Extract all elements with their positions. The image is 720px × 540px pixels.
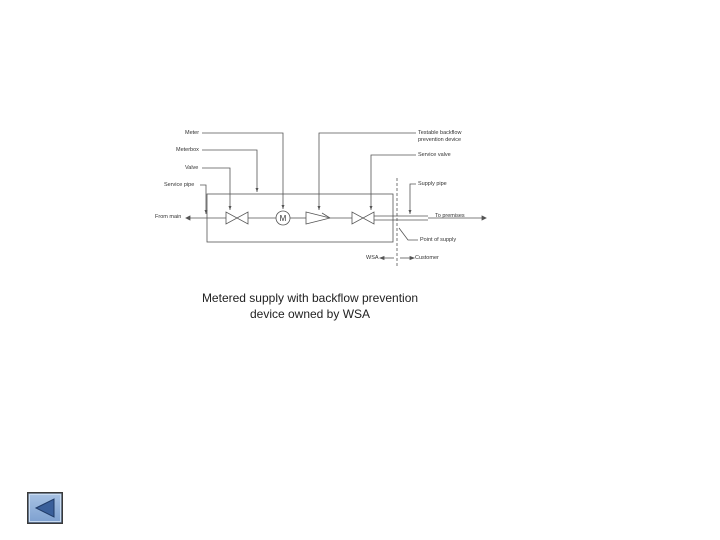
meter-letter: M [279,214,287,223]
leader-point-of-supply [399,228,418,240]
caption-line-1: Metered supply with backflow prevention [201,291,419,305]
leader-meterbox-head [256,188,259,192]
leader-supply-pipe-head [409,210,412,214]
leader-meter-head [282,205,285,209]
service-valve-symbol [352,212,374,224]
label-prevention-device: prevention device [418,137,462,143]
back-button[interactable] [27,492,63,524]
arrow-from-main [186,216,190,220]
label-wsa: WSA [366,255,379,261]
leader-valve-head [229,206,232,210]
label-from-main: From main [155,214,182,220]
arrow-to-premises [482,216,486,220]
label-testable-backflow: Testable backflow [418,130,462,136]
label-service-valve: Service valve [418,152,451,158]
leader-service-valve [371,155,416,210]
arrow-customer-head [410,257,414,260]
label-customer: Customer [415,255,439,261]
label-valve: Valve [185,165,199,171]
leader-supply-pipe [410,184,416,214]
leader-meterbox [202,150,257,192]
leader-meter [202,133,283,209]
label-supply-pipe: Supply pipe [418,181,447,187]
backflow-device-symbol [306,212,330,224]
label-service-pipe: Service pipe [164,182,195,188]
label-to-premises: To premises [435,213,465,219]
leader-testable-backflow-head [318,206,321,210]
caption-line-2: device owned by WSA [249,307,371,321]
label-meterbox: Meterbox [176,147,199,153]
arrow-wsa-head [380,257,384,260]
leader-service-valve-head [370,206,373,210]
label-meter: Meter [185,130,200,136]
triangle-left-icon [27,492,63,524]
leader-testable-backflow [319,133,416,210]
leader-service-pipe [200,185,206,214]
label-point-of-supply: Point of supply [420,237,457,243]
valve-symbol [226,212,248,224]
diagram-caption [190,290,430,322]
